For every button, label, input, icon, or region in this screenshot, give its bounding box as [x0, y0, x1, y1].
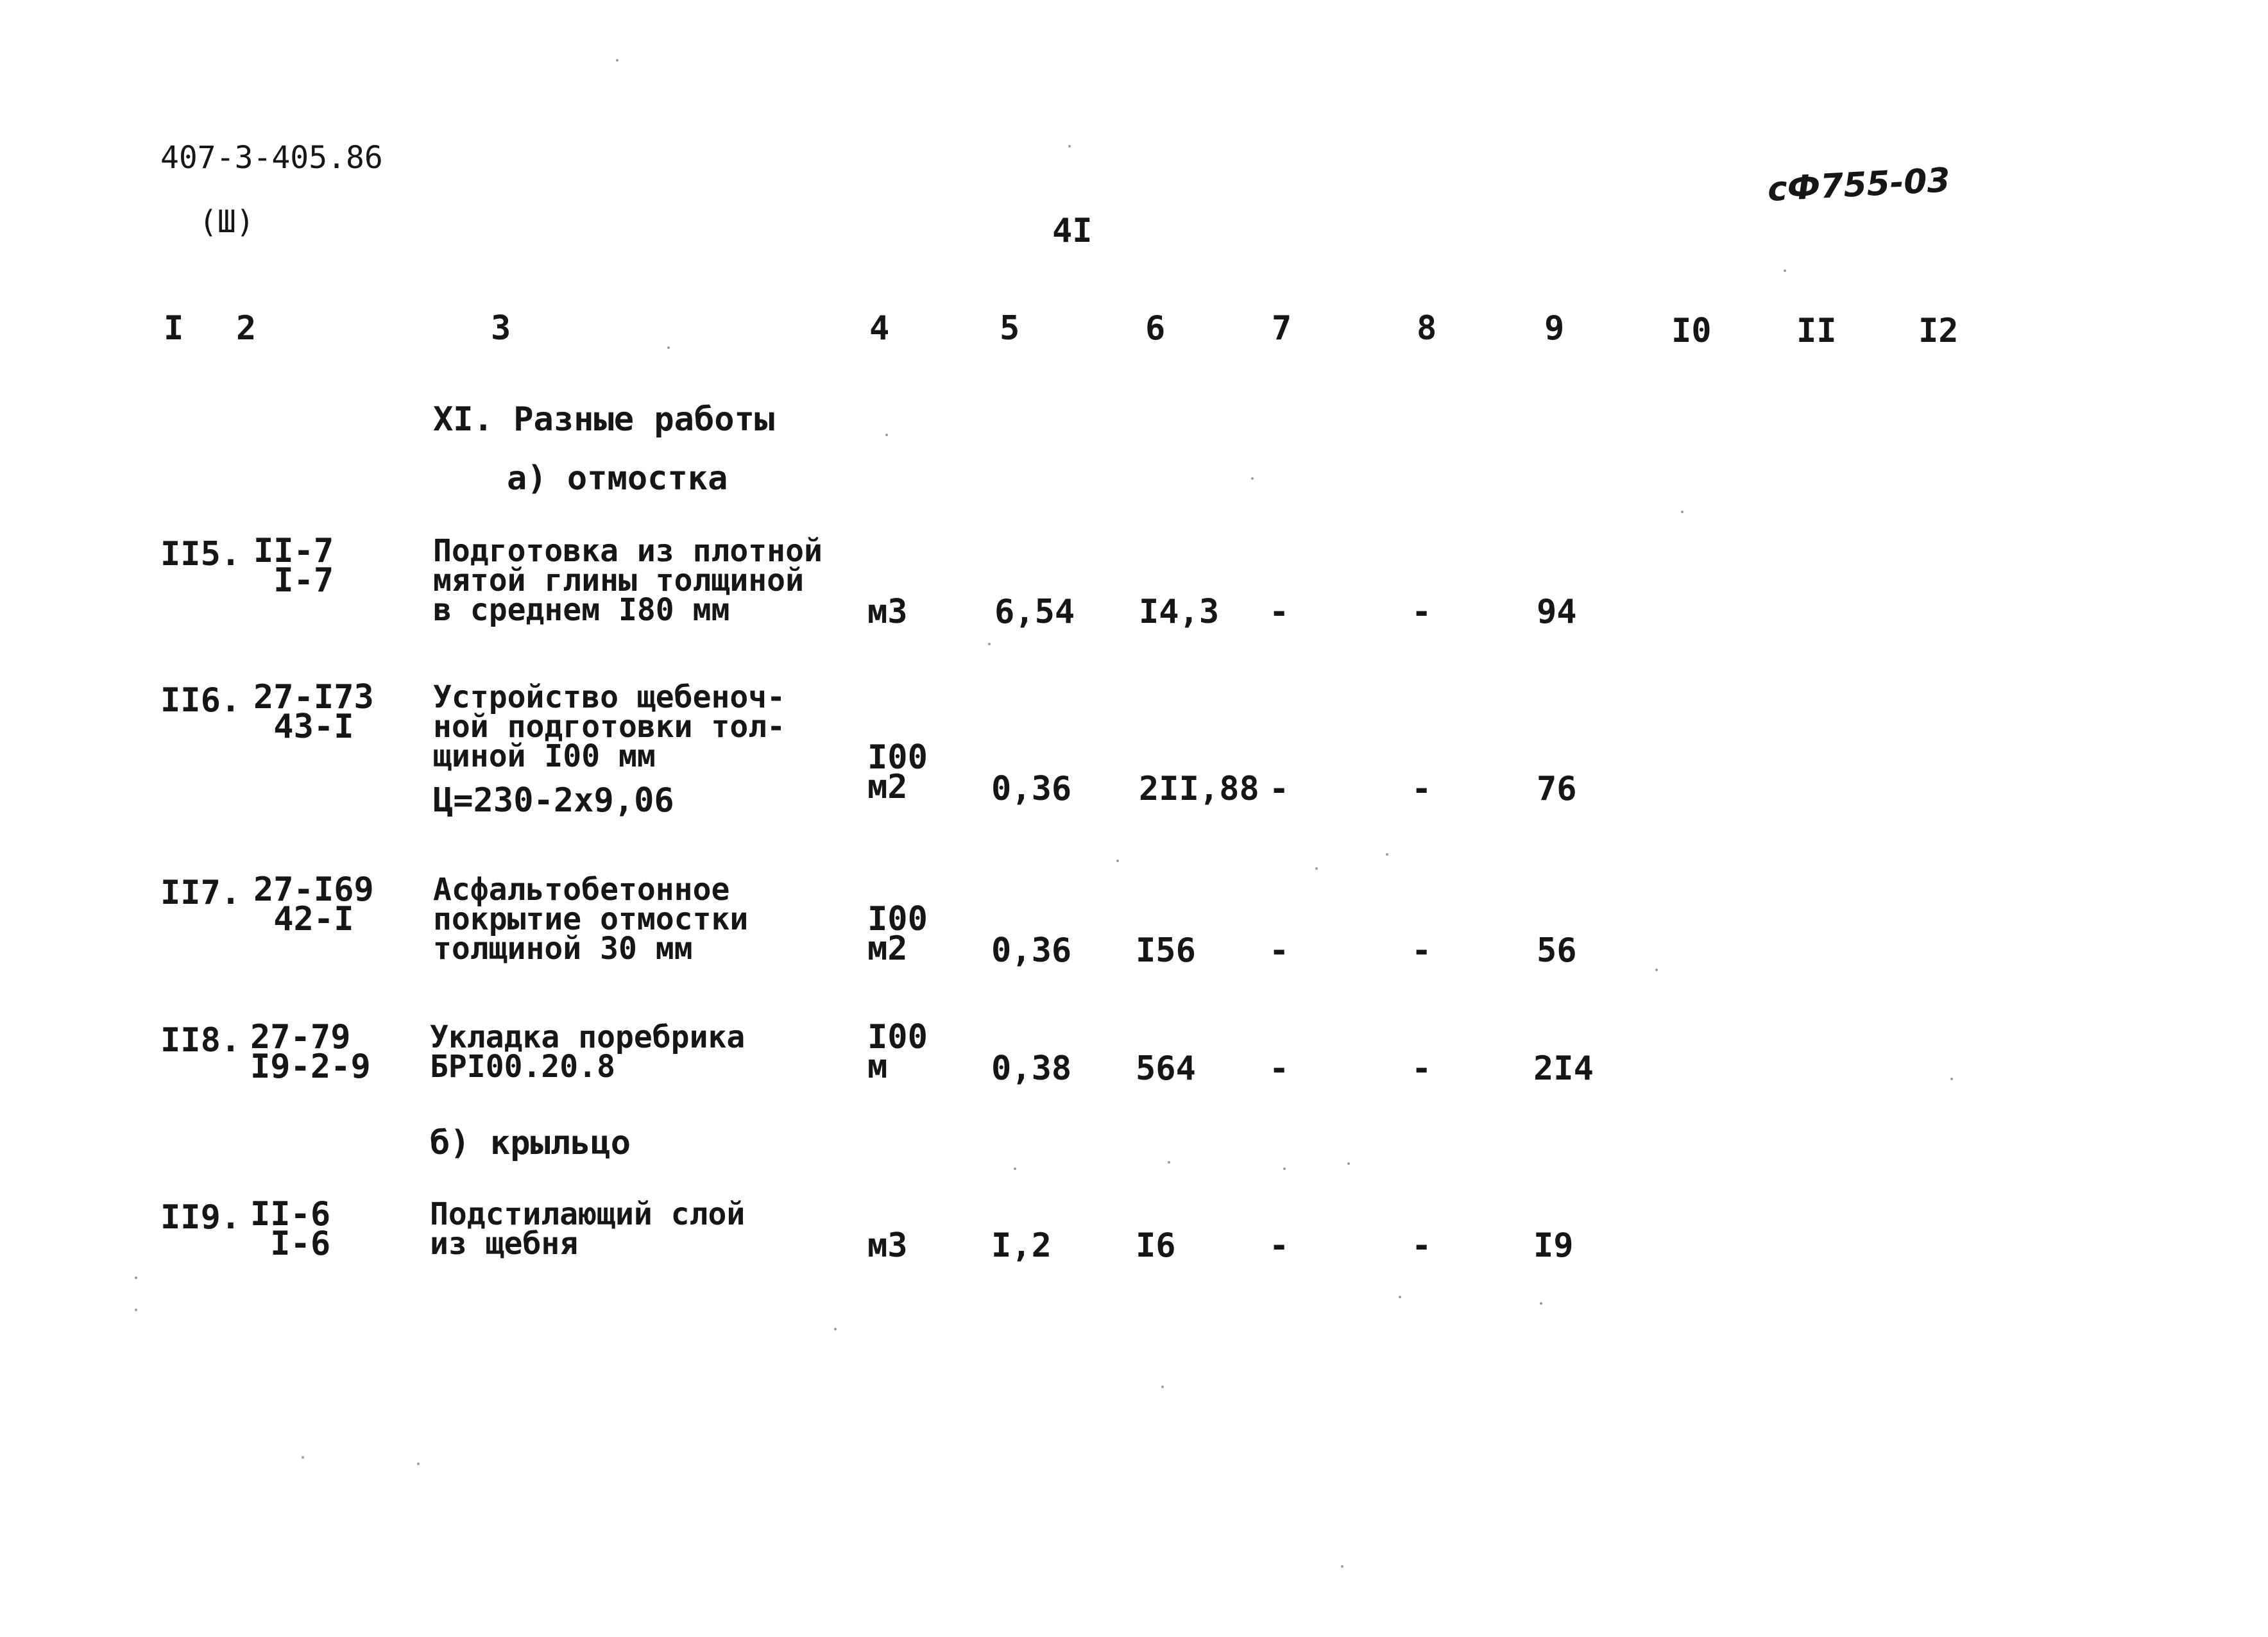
- section-title: XI. Разные работы: [433, 400, 775, 439]
- subsection-title: а) отмостка: [507, 459, 728, 498]
- column-number: I2: [1918, 312, 1959, 350]
- column-number: 4: [869, 309, 890, 348]
- quantity: 0,36: [991, 770, 1072, 808]
- work-description: Устройство щебеноч- ной подготовки тол- щиной I00 мм: [433, 679, 786, 774]
- scan-speck: [1655, 969, 1658, 971]
- column-number: 6: [1145, 309, 1166, 348]
- document-code: 407-3-405.86: [160, 140, 383, 176]
- column-7-value: -: [1269, 770, 1290, 808]
- unit: I00 м2: [867, 738, 928, 806]
- column-8-value: -: [1411, 931, 1432, 970]
- unit-price: 2II,88: [1139, 770, 1259, 808]
- scan-speck: [1251, 477, 1254, 480]
- work-description: Подготовка из плотной мятой глины толщиной в среднем I80 мм: [433, 533, 823, 628]
- total-cost: 2I4: [1533, 1049, 1594, 1088]
- scan-speck: [135, 1277, 137, 1279]
- column-8-value: -: [1411, 593, 1432, 631]
- work-description: Асфальтобетонное покрытие отмостки толщиной 30 мм: [433, 872, 749, 967]
- scan-speck: [1014, 1167, 1016, 1170]
- column-7-value: -: [1269, 931, 1290, 970]
- unit: I00 м: [867, 1018, 928, 1086]
- column-number: I0: [1671, 312, 1712, 350]
- quantity: 0,38: [991, 1049, 1072, 1088]
- scan-speck: [1950, 1078, 1953, 1080]
- unit-price: I6: [1136, 1226, 1176, 1265]
- rate-code: 27-I73 43-I: [253, 678, 374, 746]
- column-8-value: -: [1411, 1049, 1432, 1088]
- scan-speck: [616, 59, 618, 62]
- column-number: 5: [1000, 309, 1020, 348]
- document-sub-code: (Ш): [199, 204, 255, 240]
- scan-speck: [417, 1463, 420, 1465]
- column-7-value: -: [1269, 593, 1290, 631]
- unit-price: I56: [1136, 931, 1196, 970]
- column-number: I: [164, 309, 184, 348]
- scan-speck: [1161, 1386, 1164, 1388]
- scan-speck: [1681, 511, 1684, 513]
- scan-speck: [1068, 145, 1071, 148]
- column-7-value: -: [1269, 1049, 1290, 1088]
- row-number: II6.: [160, 681, 241, 720]
- scan-speck: [1168, 1161, 1170, 1164]
- unit: I00 м2: [867, 900, 928, 968]
- total-cost: 56: [1537, 931, 1577, 970]
- total-cost: 94: [1537, 593, 1577, 631]
- total-cost: 76: [1537, 770, 1577, 808]
- scan-speck: [1315, 867, 1318, 870]
- scan-speck: [1116, 860, 1119, 862]
- rate-code: 27-I69 42-I: [253, 870, 374, 938]
- column-8-value: -: [1411, 1226, 1432, 1265]
- scan-speck: [135, 1309, 137, 1311]
- total-cost: I9: [1533, 1226, 1574, 1265]
- work-description: Подстилающий слой из щебня: [430, 1196, 746, 1262]
- scan-speck: [1386, 853, 1388, 856]
- column-7-value: -: [1269, 1226, 1290, 1265]
- unit-price: I4,3: [1139, 593, 1220, 631]
- scan-speck: [834, 1328, 837, 1330]
- scan-speck: [1540, 1302, 1542, 1305]
- quantity: 0,36: [991, 931, 1072, 970]
- unit-price: 564: [1136, 1049, 1196, 1088]
- scan-speck: [1784, 269, 1786, 272]
- price-note: Ц=230-2х9,06: [433, 781, 674, 820]
- column-number: 2: [236, 309, 257, 348]
- page-number: 4I: [1052, 212, 1093, 250]
- scan-speck: [1399, 1296, 1401, 1298]
- rate-code: II-6 I-6: [250, 1195, 331, 1263]
- rate-code: 27-79 I9-2-9: [250, 1018, 371, 1086]
- unit: м3: [867, 1226, 908, 1265]
- row-number: II5.: [160, 535, 241, 573]
- scan-speck: [302, 1456, 304, 1459]
- scan-speck: [988, 643, 991, 645]
- scan-speck: [1283, 1167, 1286, 1170]
- unit: м3: [867, 593, 908, 631]
- row-number: II7.: [160, 874, 241, 912]
- scan-speck: [1341, 1565, 1343, 1568]
- column-number: 3: [491, 309, 511, 348]
- row-number: II9.: [160, 1198, 241, 1237]
- work-description: Укладка поребрика БРI00.20.8: [430, 1019, 746, 1085]
- column-number: II: [1796, 312, 1837, 350]
- scan-speck: [885, 434, 888, 436]
- column-8-value: -: [1411, 770, 1432, 808]
- column-number: 9: [1544, 309, 1565, 348]
- quantity: I,2: [991, 1226, 1052, 1265]
- scan-speck: [1347, 1162, 1350, 1165]
- column-number: 8: [1417, 309, 1437, 348]
- scan-speck: [667, 346, 670, 349]
- column-number: 7: [1272, 309, 1292, 348]
- handwritten-mark: сФ755-03: [1766, 161, 1952, 209]
- row-number: II8.: [160, 1021, 241, 1060]
- quantity: 6,54: [994, 593, 1075, 631]
- subsection-title: б) крыльцо: [430, 1124, 631, 1162]
- rate-code: II-7 I-7: [253, 532, 334, 600]
